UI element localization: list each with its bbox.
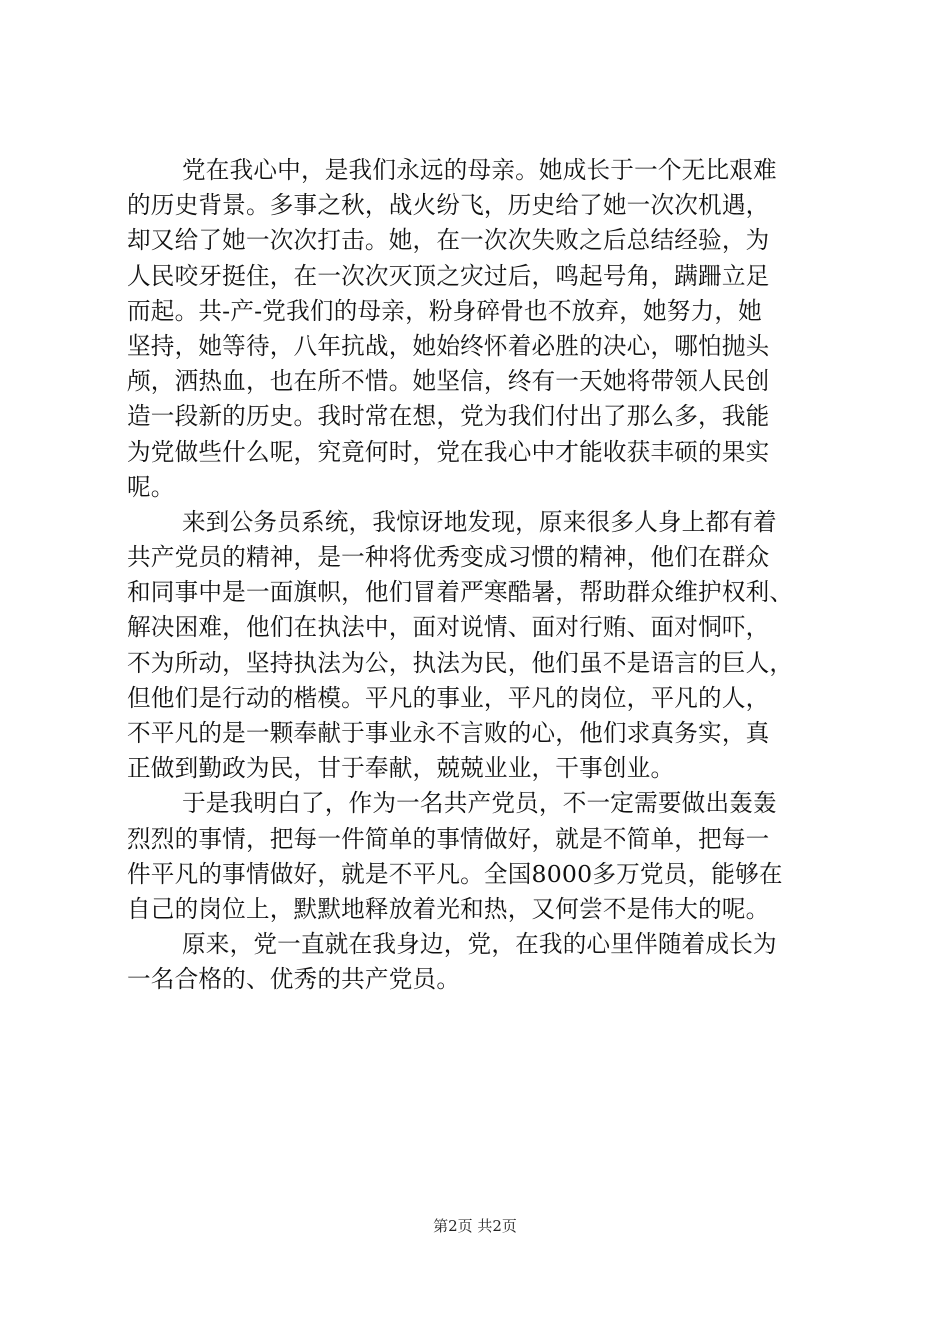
text-line: 造一段新的历史。我时常在想，党为我们付出了那么多，我能 <box>127 402 770 431</box>
text-line: 原来，党一直就在我身边，党，在我的心里伴随着成长为 <box>182 930 777 959</box>
text-line: 但他们是行动的楷模。平凡的事业，平凡的岗位，平凡的人， <box>127 683 770 712</box>
text-line: 来到公务员系统，我惊讶地发现，原来很多人身上都有着 <box>182 507 777 536</box>
text-line: 一名合格的、优秀的共产党员。 <box>127 965 461 994</box>
text-line: 为党做些什么呢，究竟何时，党在我心中才能收获丰硕的果实 <box>127 437 770 466</box>
text-line: 共产党员的精神，是一种将优秀变成习惯的精神，他们在群众 <box>127 543 770 572</box>
text-line: 人民咬牙挺住，在一次次灭顶之灾过后，鸣起号角，蹒跚立足 <box>127 261 770 290</box>
page-footer: 第2页 共2页 <box>433 1217 517 1235</box>
document-body <box>127 153 833 998</box>
text-line: 正做到勤政为民，甘于奉献，兢兢业业，干事创业。 <box>127 754 675 783</box>
text-line: 于是我明白了，作为一名共产党员，不一定需要做出轰轰 <box>182 789 777 818</box>
text-line: 烈烈的事情，把每一件简单的事情做好，就是不简单，把每一 <box>127 824 770 853</box>
text-line: 呢。 <box>127 472 175 501</box>
text-line: 党在我心中，是我们永远的母亲。她成长于一个无比艰难 <box>182 156 777 184</box>
text-line: 和同事中是一面旗帜，他们冒着严寒酷暑，帮助群众维护权利、 <box>127 578 794 607</box>
text-line: 的历史背景。多事之秋，战火纷飞，历史给了她一次次机遇， <box>127 191 770 220</box>
text-line: 自己的岗位上，默默地释放着光和热，又何尝不是伟大的呢。 <box>127 894 770 923</box>
text-line: 件平凡的事情做好，就是不平凡。全国8000多万党员，能够在 <box>127 859 783 888</box>
text-line: 不为所动，坚持执法为公，执法为民，他们虽不是语言的巨人， <box>127 648 794 677</box>
text-line: 不平凡的是一颗奉献于事业永不言败的心，他们求真务实，真 <box>127 719 770 747</box>
text-line: 颅，洒热血，也在所不惜。她坚信，终有一天她将带领人民创 <box>127 367 770 396</box>
text-line: 却又给了她一次次打击。她，在一次次失败之后总结经验，为 <box>127 226 770 255</box>
text-line: 解决困难，他们在执法中，面对说情、面对行贿、面对恫吓， <box>127 613 770 642</box>
text-line: 坚持，她等待，八年抗战，她始终怀着必胜的决心，哪怕抛头 <box>127 331 770 360</box>
text-line: 而起。共-产-党我们的母亲，粉身碎骨也不放弃，她努力，她 <box>127 296 762 325</box>
